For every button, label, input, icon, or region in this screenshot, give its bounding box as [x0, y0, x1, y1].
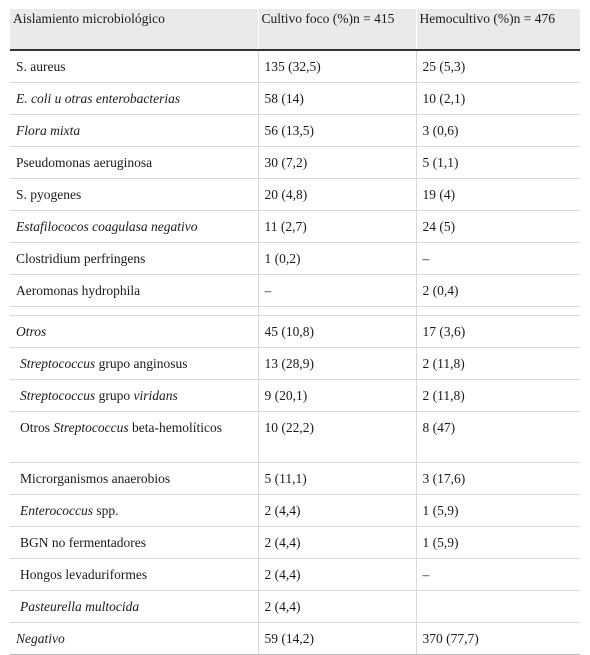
table-row	[10, 412, 580, 463]
isolate-cell	[10, 463, 258, 495]
isolate-cell	[10, 275, 258, 307]
table-row	[10, 527, 580, 559]
table-row	[10, 380, 580, 412]
blood-culture-cell: 3 (17,6)	[416, 463, 580, 495]
blood-culture-cell: –	[416, 559, 580, 591]
isolate-cell	[10, 559, 258, 591]
table-row	[10, 147, 580, 179]
isolate-name-text: Clostridium perfringens	[16, 251, 146, 266]
spacer-cell	[10, 307, 258, 316]
isolate-cell	[10, 179, 258, 211]
blood-culture-cell: 2 (0,4)	[416, 275, 580, 307]
isolate-name-text: S. pyogenes	[16, 187, 82, 202]
culture-focus-cell: 2 (4,4)	[258, 591, 416, 623]
table-row	[10, 115, 580, 147]
blood-culture-cell: 1 (5,9)	[416, 495, 580, 527]
table-row	[10, 463, 580, 495]
table-row	[10, 316, 580, 348]
isolate-name-text: Microrganismos anaerobios	[20, 471, 171, 486]
isolate-name-text: grupo anginosus	[95, 356, 188, 371]
isolate-cell	[10, 243, 258, 275]
blood-culture-cell: 19 (4)	[416, 179, 580, 211]
culture-focus-cell: 30 (7,2)	[258, 147, 416, 179]
table-row	[10, 211, 580, 243]
culture-focus-cell: 13 (28,9)	[258, 348, 416, 380]
isolate-cell	[10, 211, 258, 243]
spacer-cell	[258, 307, 416, 316]
culture-focus-cell: 2 (4,4)	[258, 495, 416, 527]
isolate-name-text: Pasteurella multocida	[20, 599, 140, 614]
isolate-cell	[10, 316, 258, 348]
table-row	[10, 50, 580, 83]
isolate-name-text: Streptococcus	[20, 388, 96, 403]
culture-focus-cell: 56 (13,5)	[258, 115, 416, 147]
table-row	[10, 348, 580, 380]
isolate-cell	[10, 147, 258, 179]
isolate-cell	[10, 348, 258, 380]
culture-focus-cell: 1 (0,2)	[258, 243, 416, 275]
isolate-name-text: Aeromonas hydrophila	[16, 283, 141, 298]
blood-culture-cell: –	[416, 243, 580, 275]
culture-focus-cell: 20 (4,8)	[258, 179, 416, 211]
blood-culture-cell: 24 (5)	[416, 211, 580, 243]
isolate-name-text: S. aureus	[16, 59, 66, 74]
isolate-name-text: Streptococcus	[20, 356, 96, 371]
blood-culture-cell: 25 (5,3)	[416, 50, 580, 83]
table-body	[10, 50, 580, 655]
isolate-name-text: Estafilococos coagulasa negativo	[16, 219, 198, 234]
table-row	[10, 243, 580, 275]
blood-culture-cell: 8 (47)	[416, 412, 580, 463]
blood-culture-cell: 10 (2,1)	[416, 83, 580, 115]
table-row	[10, 275, 580, 307]
culture-focus-cell: 9 (20,1)	[258, 380, 416, 412]
culture-focus-cell: 10 (22,2)	[258, 412, 416, 463]
isolate-cell	[10, 50, 258, 83]
spacer-row	[10, 307, 580, 316]
isolate-name-text: Hongos levaduriformes	[20, 567, 148, 582]
table-row	[10, 559, 580, 591]
blood-culture-cell: 1 (5,9)	[416, 527, 580, 559]
table-row	[10, 179, 580, 211]
isolate-name-text: grupo	[95, 388, 134, 403]
isolate-cell	[10, 495, 258, 527]
isolate-name-text: viridans	[133, 388, 178, 403]
table-row	[10, 591, 580, 623]
isolate-name-text: Enterococcus	[20, 503, 93, 518]
culture-focus-cell: 2 (4,4)	[258, 527, 416, 559]
isolate-name-text: Otros	[16, 324, 47, 339]
blood-culture-cell: 3 (0,6)	[416, 115, 580, 147]
spacer-cell	[416, 307, 580, 316]
isolate-cell	[10, 623, 258, 655]
blood-culture-cell: 17 (3,6)	[416, 316, 580, 348]
isolate-name-text: Flora mixta	[16, 123, 81, 138]
culture-focus-cell: 135 (32,5)	[258, 50, 416, 83]
blood-culture-cell: 5 (1,1)	[416, 147, 580, 179]
isolate-cell	[10, 527, 258, 559]
blood-culture-cell: 2 (11,8)	[416, 348, 580, 380]
table-row	[10, 495, 580, 527]
isolate-cell	[10, 115, 258, 147]
blood-culture-cell: 2 (11,8)	[416, 380, 580, 412]
blood-culture-cell: 370 (77,7)	[416, 623, 580, 655]
isolate-cell	[10, 591, 258, 623]
isolate-cell	[10, 412, 258, 463]
isolate-name-text: E. coli u otras enterobacterias	[16, 91, 181, 106]
isolate-name-text: Streptococcus	[53, 420, 129, 435]
table-row	[10, 623, 580, 655]
isolate-cell	[10, 380, 258, 412]
isolate-cell	[10, 83, 258, 115]
header-culture-focus: Cultivo foco (%)n = 415	[258, 9, 416, 50]
isolate-name-text: Otros	[20, 420, 54, 435]
table-header-row	[10, 9, 580, 50]
microbiology-table	[10, 9, 580, 655]
culture-focus-cell: 58 (14)	[258, 83, 416, 115]
blood-culture-cell	[416, 591, 580, 623]
header-blood-culture: Hemocultivo (%)n = 476	[416, 9, 580, 50]
isolate-name-text: BGN no fermentadores	[20, 535, 146, 550]
isolate-name-text: Pseudomonas aeruginosa	[16, 155, 153, 170]
culture-focus-cell: 59 (14,2)	[258, 623, 416, 655]
culture-focus-cell: 11 (2,7)	[258, 211, 416, 243]
isolate-name-text: spp.	[92, 503, 119, 518]
culture-focus-cell: 2 (4,4)	[258, 559, 416, 591]
culture-focus-cell: 5 (11,1)	[258, 463, 416, 495]
isolate-name-text: Negativo	[16, 631, 65, 646]
isolate-name-text: beta-hemolíticos	[128, 420, 222, 435]
culture-focus-cell: –	[258, 275, 416, 307]
header-isolate: Aislamiento microbiológico	[10, 9, 258, 50]
table-row	[10, 83, 580, 115]
culture-focus-cell: 45 (10,8)	[258, 316, 416, 348]
